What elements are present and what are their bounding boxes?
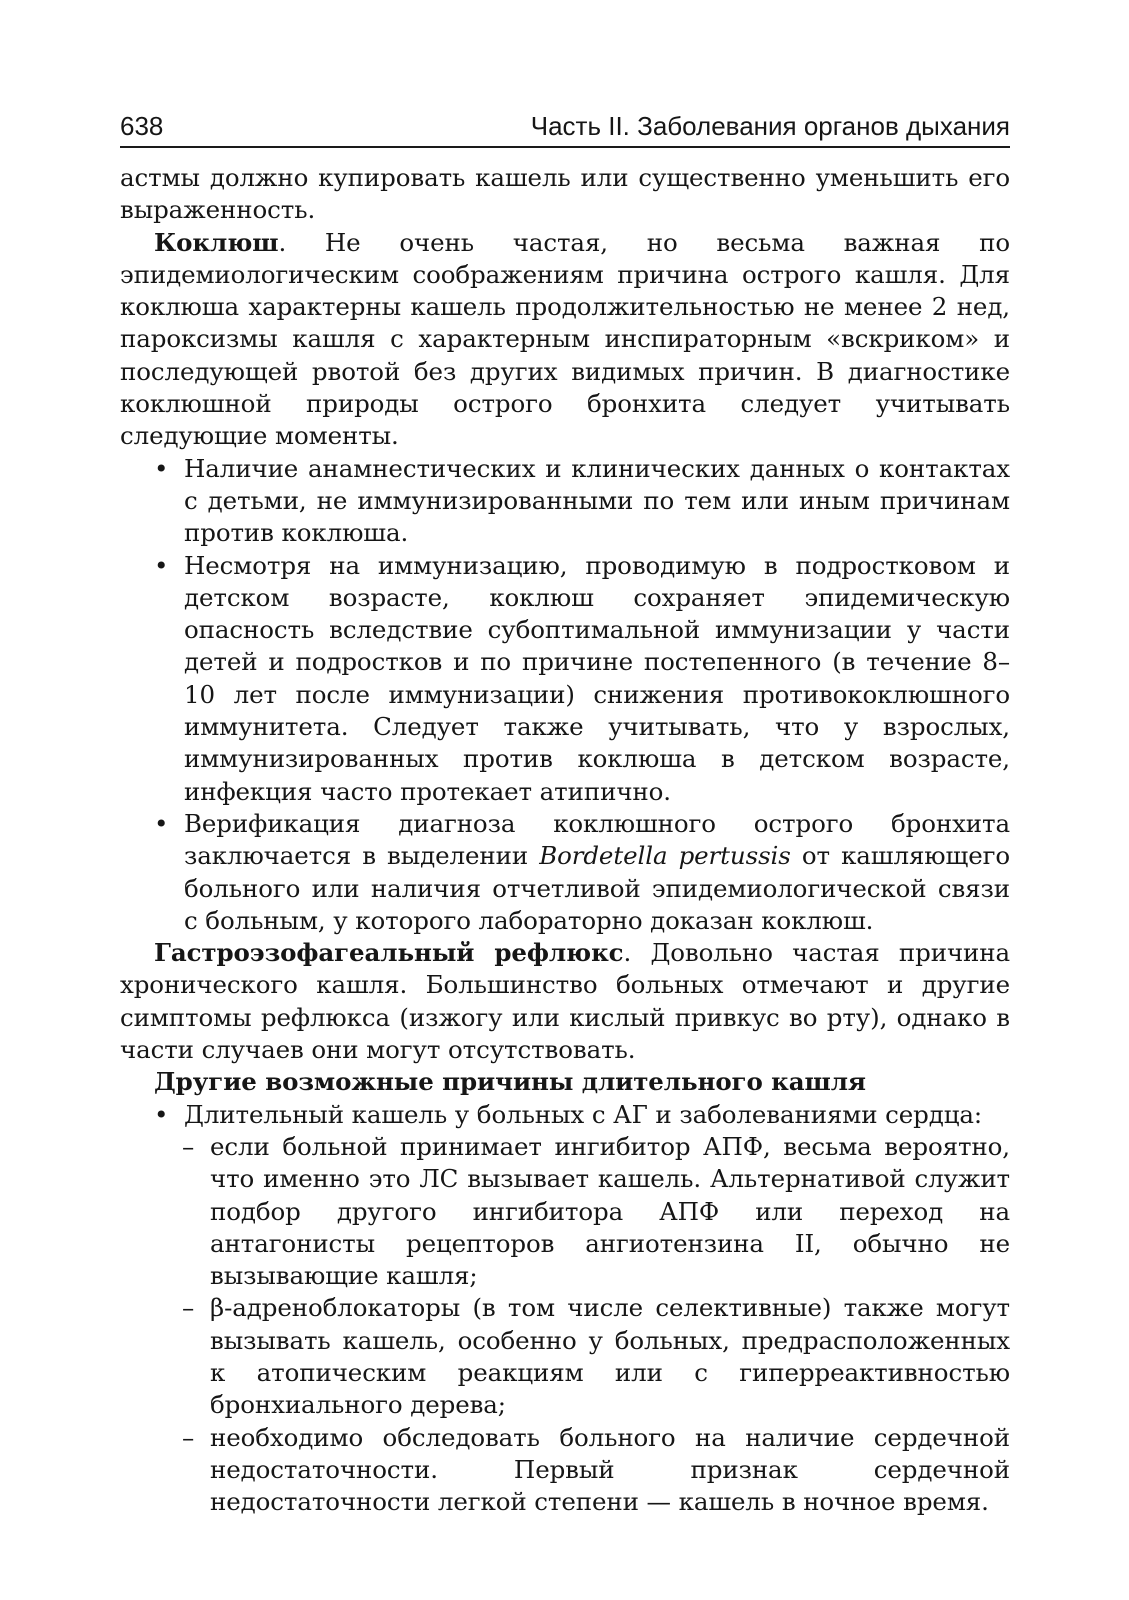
list-item-text: Несмотря на иммунизацию, проводимую в подростковом и детском возрасте, коклюш сохраняет эпидемическую опасность вследствие субоптимальной иммунизации у части детей и подростков и по причине постепенного (в течение 8–10 лет после иммунизации) снижения противококлюшного иммунитета. Следует также учитывать, что у взрослых, иммунизированных против коклюша в детском возрасте, инфекция часто протекает атипично. (184, 550, 1010, 806)
sublist-item (120, 1131, 1010, 1292)
gerd-paragraph (120, 937, 1010, 1066)
sublist-item-text: необходимо обследовать больного на наличие сердечной недостаточности. Первый признак сердечной недостаточности легкой степени — кашель в ночное время. (210, 1422, 1010, 1517)
species-name: Bordetella pertussis (539, 841, 791, 871)
page-header (120, 106, 1010, 148)
list-item (120, 453, 1010, 550)
other-causes-heading-text: Другие возможные причины длительного кашля (154, 1067, 866, 1097)
sublist-item (120, 1292, 1010, 1421)
other-causes-heading (120, 1066, 1010, 1098)
page-number: 638 (120, 111, 164, 141)
gerd-term: Гастроэзофагеальный рефлюкс (154, 938, 624, 968)
pertussis-text: . Не очень частая, но весьма важная по эпидемиологическим соображениям причина острого кашля. Для коклюша характерны кашель продолжительностью не менее 2 нед, пароксизмы кашля с характерным инспираторным «вскриком» и последующей рвотой без других видимых причин. В диагностике коклюшной природы острого бронхита следует учитывать следующие моменты. (120, 227, 1010, 451)
list-item-text-after: от кашляющего больного или наличия отчетливой эпидемиологической связи с больным, у которого лабораторно доказан коклюш. (184, 841, 1010, 935)
list-item (120, 550, 1010, 808)
dash-mark: – (182, 1422, 195, 1452)
other-causes-list (120, 1099, 1010, 1131)
dash-mark: – (182, 1293, 195, 1323)
list-item-text: Длительный кашель у больных с АГ и заболеваниями сердца: (184, 1099, 983, 1129)
pertussis-term: Коклюш (154, 227, 279, 257)
bullet-mark: • (154, 453, 169, 483)
list-item-text-before: Верификация диагноза коклюшного острого бронхита заключается в выделении (184, 808, 1010, 871)
gerd-text: . Довольно частая причина хронического кашля. Большинство больных отмечают и другие симптомы рефлюкса (изжогу или кислый привкус во рту), однако в части случаев они могут отсутствовать. (120, 938, 1011, 1065)
bullet-mark: • (154, 1099, 169, 1129)
intro-paragraph: астмы должно купировать кашель или существенно уменьшить его выраженность. (120, 163, 1010, 225)
page-body (120, 162, 1010, 1518)
sublist-item (120, 1422, 1010, 1519)
bullet-mark: • (154, 550, 169, 580)
running-title: Часть II. Заболевания органов дыхания (530, 111, 1010, 141)
sublist-item-text: β-адреноблокаторы (в том числе селективные) также могут вызывать кашель, особенно у больных, предрасположенных к атопическим реакциям или с гиперреактивностью бронхиального дерева; (210, 1293, 1010, 1420)
list-item (120, 808, 1010, 937)
pertussis-paragraph (120, 227, 1010, 453)
list-item (120, 1099, 1010, 1131)
cardiac-sublist (120, 1131, 1010, 1519)
sublist-item-text: если больной принимает ингибитор АПФ, весьма вероятно, что именно это ЛС вызывает кашель. Альтернативой служит подбор другого ингибитора АПФ или переход на антагонисты рецепторов ангиотензина II, обычно не вызывающие кашля; (210, 1131, 1010, 1291)
dash-mark: – (182, 1131, 195, 1161)
list-item-text: Наличие анамнестических и клинических данных о контактах с детьми, не иммунизированными по тем или иным причинам против коклюша. (184, 453, 1010, 548)
pertussis-list (120, 453, 1010, 937)
bullet-mark: • (154, 808, 169, 838)
